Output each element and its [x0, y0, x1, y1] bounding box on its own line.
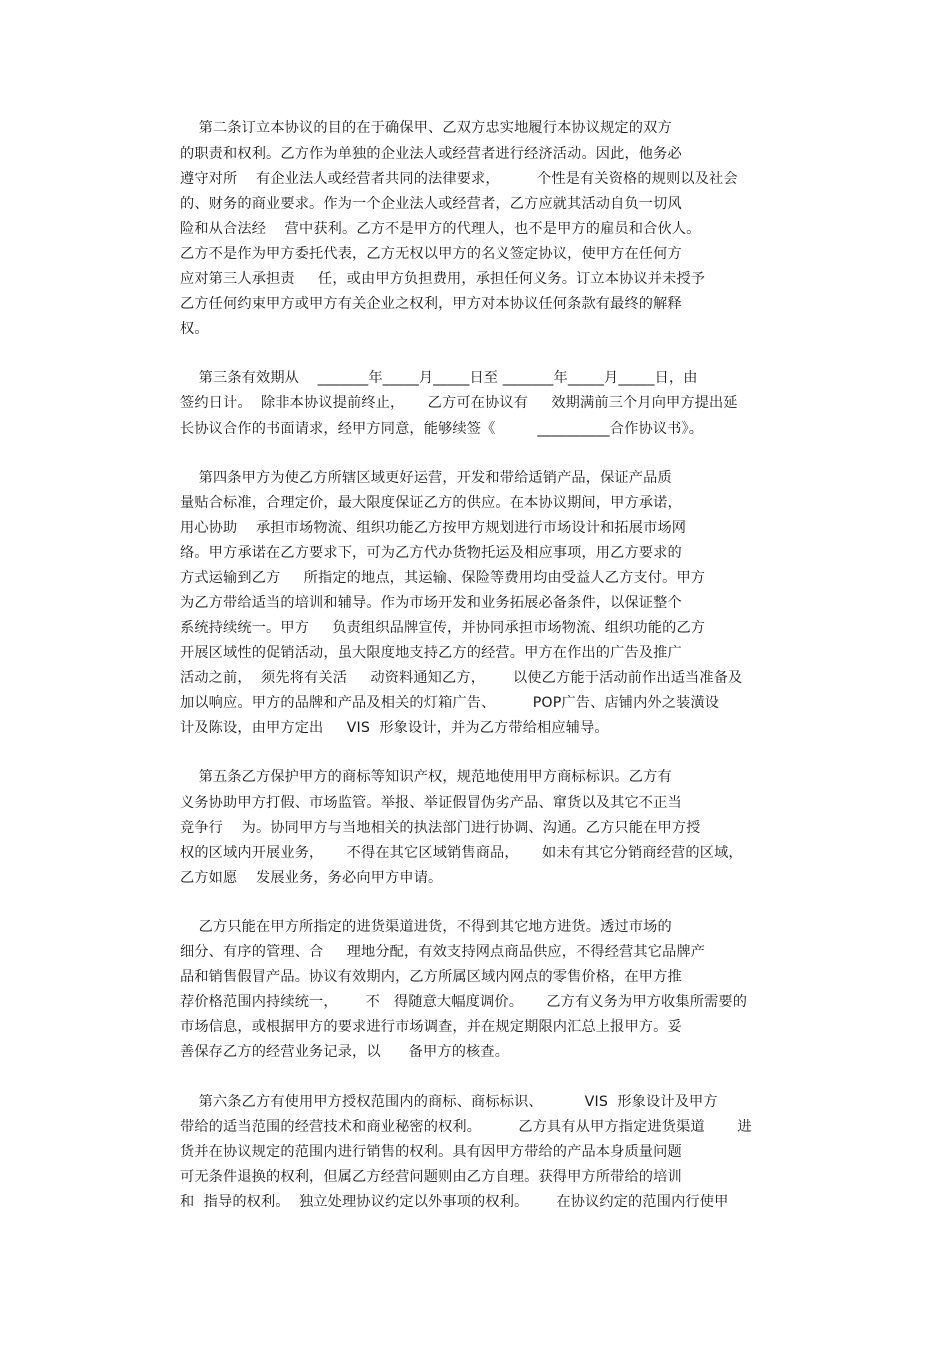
text-line: 签约日计。 除非本协议提前终止， 乙方可在协议有 效期满前三个月向甲方提出延: [180, 395, 738, 411]
text-line: 开展区域性的促销活动，虽大限度地支持乙方的经营。甲方在作出的广告及推广: [180, 645, 682, 661]
text-line: 量贴合标准，合理定价，最大限度保证乙方的供应。在本协议期间，甲方承诺，: [180, 495, 682, 511]
text-line: 的、财务的商业要求。作为一个企业法人或经营者，乙方应就其活动自负一切风: [180, 196, 682, 212]
text-line: 乙方不是作为甲方委托代表，乙方无权以甲方的名义签定协议，使甲方在任何方: [180, 246, 682, 262]
text-line: 计及陈设，由甲方定出 VIS 形象设计，并为乙方带给相应辅导。: [180, 720, 609, 736]
text-line: 第四条甲方为使乙方所辖区域更好运营，开发和带给适销产品，保证产品质: [180, 470, 672, 486]
text-line: 权。: [180, 321, 209, 337]
text-line: 的职责和权利。乙方作为单独的企业法人或经营者进行经济活动。因此，他务必: [180, 146, 682, 162]
text-line: 货并在协议规定的范围内进行销售的权利。具有因甲方带给的产品本身质量问题: [180, 1144, 682, 1160]
text-line: 竞争行 为。协同甲方与当地相关的执法部门进行协调、沟通。乙方只能在甲方授: [180, 820, 701, 836]
text-line: 第六条乙方有使用甲方授权范围内的商标、商标标识、 VIS 形象设计及甲方: [180, 1094, 718, 1110]
text-line: 方式运输到乙方 所指定的地点，其运输、保险等费用均由受益人乙方支付。甲方: [180, 570, 706, 586]
text-line: 加以响应。甲方的品牌和产品及相关的灯箱广告、 POP广告、店铺内外之装潢设: [180, 695, 720, 711]
text-line: 第三条有效期从 _______年_____月_____日至 _______年_____月_____日，由: [180, 370, 698, 386]
text-line: 市场信息，或根据甲方的要求进行市场调查，并在规定期限内汇总上报甲方。妥: [180, 1019, 682, 1035]
text-line: 和 指导的权利。 独立处理协议约定以外事项的权利。 在协议约定的范围内行使甲: [180, 1194, 729, 1210]
text-line: 带给的适当范围的经营技术和商业秘密的权利。 乙方具有从甲方指定进货渠道 进: [180, 1119, 752, 1135]
text-line: 应对第三人承担责 任，或由甲方负担费用，承担任何义务。订立本协议并未授予: [180, 271, 706, 287]
text-line: 长协议合作的书面请求，经甲方同意，能够续签《 __________合作协议书》。: [180, 421, 704, 437]
text-line: 系统持续统一。甲方 负责组织品牌宣传，并协同承担市场物流、组织功能的乙方: [180, 620, 706, 636]
text-line: 用心协助 承担市场物流、组织功能乙方按甲方规划进行市场设计和拓展市场网: [180, 520, 687, 536]
text-line: 险和从合法经 营中获利。乙方不是甲方的代理人，也不是甲方的雇员和合伙人。: [180, 221, 701, 237]
text-line: 荐价格范围内持续统一， 不 得随意大幅度调价。 乙方有义务为甲方收集所需要的: [180, 994, 748, 1010]
text-line: 细分、有序的管理、合 理地分配，有效支持网点商品供应，不得经营其它品牌产: [180, 944, 706, 960]
text-line: 遵守对所 有企业法人或经营者共同的法律要求， 个性是有关资格的规则以及社会: [180, 171, 738, 187]
text-line: 乙方如愿 发展业务，务必向甲方申请。: [180, 870, 443, 886]
text-line: 络。甲方承诺在乙方要求下，可为乙方代办货物托运及相应事项，用乙方要求的: [180, 545, 682, 561]
text-line: 权的区域内开展业务， 不得在其它区域销售商品， 如未有其它分销商经营的区域，: [180, 845, 743, 861]
text-line: 善保存乙方的经营业务记录，以 备甲方的核查。: [180, 1044, 510, 1060]
text-line: 第五条乙方保护甲方的商标等知识产权，规范地使用甲方商标标识。乙方有: [180, 769, 672, 785]
text-line: 品和销售假冒产品。协议有效期内，乙方所属区域内网点的零售价格，在甲方推: [180, 969, 682, 985]
text-line: 义务协助甲方打假、市场监管。举报、举证假冒伪劣产品、窜货以及其它不正当: [180, 795, 682, 811]
text-line: 活动之前， 须先将有关活 动资料通知乙方， 以使乙方能于活动前作出适当准备及: [180, 670, 743, 686]
text-line: 可无条件退换的权利，但属乙方经营问题则由乙方自理。获得甲方所带给的培训: [180, 1169, 682, 1185]
text-line: 乙方任何约束甲方或甲方有关企业之权利，甲方对本协议任何条款有最终的解释: [180, 296, 682, 312]
text-line: 乙方只能在甲方所指定的进货渠道进货，不得到其它地方进货。透过市场的: [180, 919, 672, 935]
text-line: 为乙方带给适当的培训和辅导。作为市场开发和业务拓展必备条件，以保证整个: [180, 595, 682, 611]
text-line: 第二条订立本协议的目的在于确保甲、乙双方忠实地履行本协议规定的双方: [180, 120, 672, 136]
